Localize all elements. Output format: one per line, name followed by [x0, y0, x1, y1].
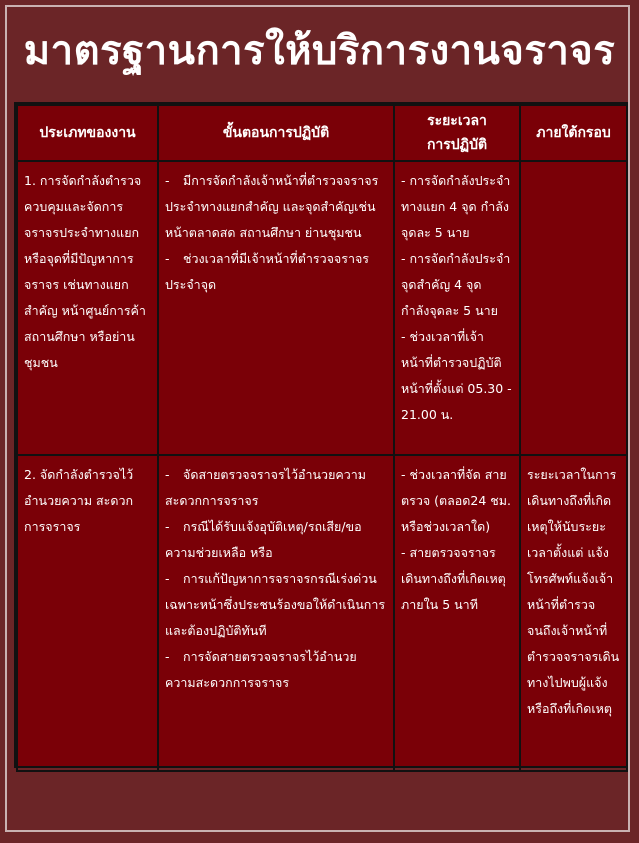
step-marker: -: [165, 251, 170, 266]
step-marker: -: [165, 173, 170, 188]
step-marker: -: [165, 649, 170, 664]
cell-framework: [520, 161, 627, 455]
table-row: [17, 161, 627, 455]
cell-duration: - การจัดกำลังประจำทางแยก 4 จุด กำลังจุดละ 5 นาย - การจัดกำลังประจำจุดสำคัญ 4 จุด กำลังจุดละ 5 นาย - ช่วงเวลาที่เจ้าหน้าที่ตำรวจปฏิบัติหน้าที่ตั้งแต่ 05.30 - 21.00 น.: [394, 161, 520, 455]
step-text: การแก้ปัญหาการจราจรกรณีเร่งด่วนเฉพาะหน้าซึ่งประชนร้องขอให้ดำเนินการและต้องปฏิบัติทันที: [165, 571, 386, 638]
step-item: [165, 462, 387, 514]
step-item: [165, 514, 387, 566]
cell-framework: ระยะเวลาในการเดินทางถึงที่เกิดเหตุให้นับระยะเวลาตั้งแต่ แจ้งโทรศัพท์แจ้งเจ้าหน้าที่ตำรวจจนถึงเจ้าหน้าที่ตำรวจจราจรเดินทางไปพบผู้แจ้ง หรือถึงที่เกิดเหตุ: [520, 455, 627, 771]
header-steps: ขั้นตอนการปฏิบัติ: [158, 105, 394, 161]
step-marker: -: [165, 519, 170, 534]
step-text: จัดสายตรวจจราจรไว้อำนวยความสะดวกการจราจร: [165, 467, 367, 508]
step-item: [165, 246, 387, 298]
step-marker: -: [165, 571, 170, 586]
step-item: [165, 566, 387, 644]
table: [16, 104, 628, 772]
table-header-row: [17, 105, 627, 161]
cell-steps: [158, 455, 394, 771]
step-item: [165, 168, 387, 246]
step-text: มีการจัดกำลังเจ้าหน้าที่ตำรวจจราจรประจำทางแยกสำคัญ และจุดสำคัญเช่นหน้าตลาดสด สถานศึกษา ย่านชุมชน: [165, 173, 379, 240]
cell-work-type: 2. จัดกำลังตำรวจไว้อำนวยความ สะดวกการจราจร: [17, 455, 158, 771]
cell-work-type: 1. การจัดกำลังตำรวจควบคุมและจัดการจราจรประจำทางแยก หรือจุดที่มีปัญหาการจราจร เช่นทางแยกสำคัญ หน้าศูนย์การค้า สถานศึกษา หรือย่านชุมชน: [17, 161, 158, 455]
service-standard-table: [14, 102, 628, 768]
step-text: กรณีได้รับแจ้งอุบัติเหตุ/รถเสีย/ขอความช่วยเหลือ หรือ: [165, 519, 362, 560]
step-marker: -: [165, 467, 170, 482]
step-text: การจัดสายตรวจจราจรไว้อำนวยความสะดวกการจราจร: [165, 649, 357, 690]
header-work-type: ประเภทของงาน: [17, 105, 158, 161]
table-row: [17, 455, 627, 771]
step-text: ช่วงเวลาที่มีเจ้าหน้าที่ตำรวจจราจรประจำจุด: [165, 251, 370, 292]
header-framework: ภายใต้กรอบ: [520, 105, 627, 161]
step-item: [165, 644, 387, 696]
page-title: มาตรฐานการให้บริการงานจราจร: [23, 28, 616, 74]
cell-duration: - ช่วงเวลาที่จัด สายตรวจ (ตลอด24 ชม. หรือช่วงเวลาใด) - สายตรวจจราจรเดินทางถึงที่เกิดเหตุภายใน 5 นาที: [394, 455, 520, 771]
cell-steps: [158, 161, 394, 455]
header-duration: ระยะเวลา การปฏิบัติ: [394, 105, 520, 161]
